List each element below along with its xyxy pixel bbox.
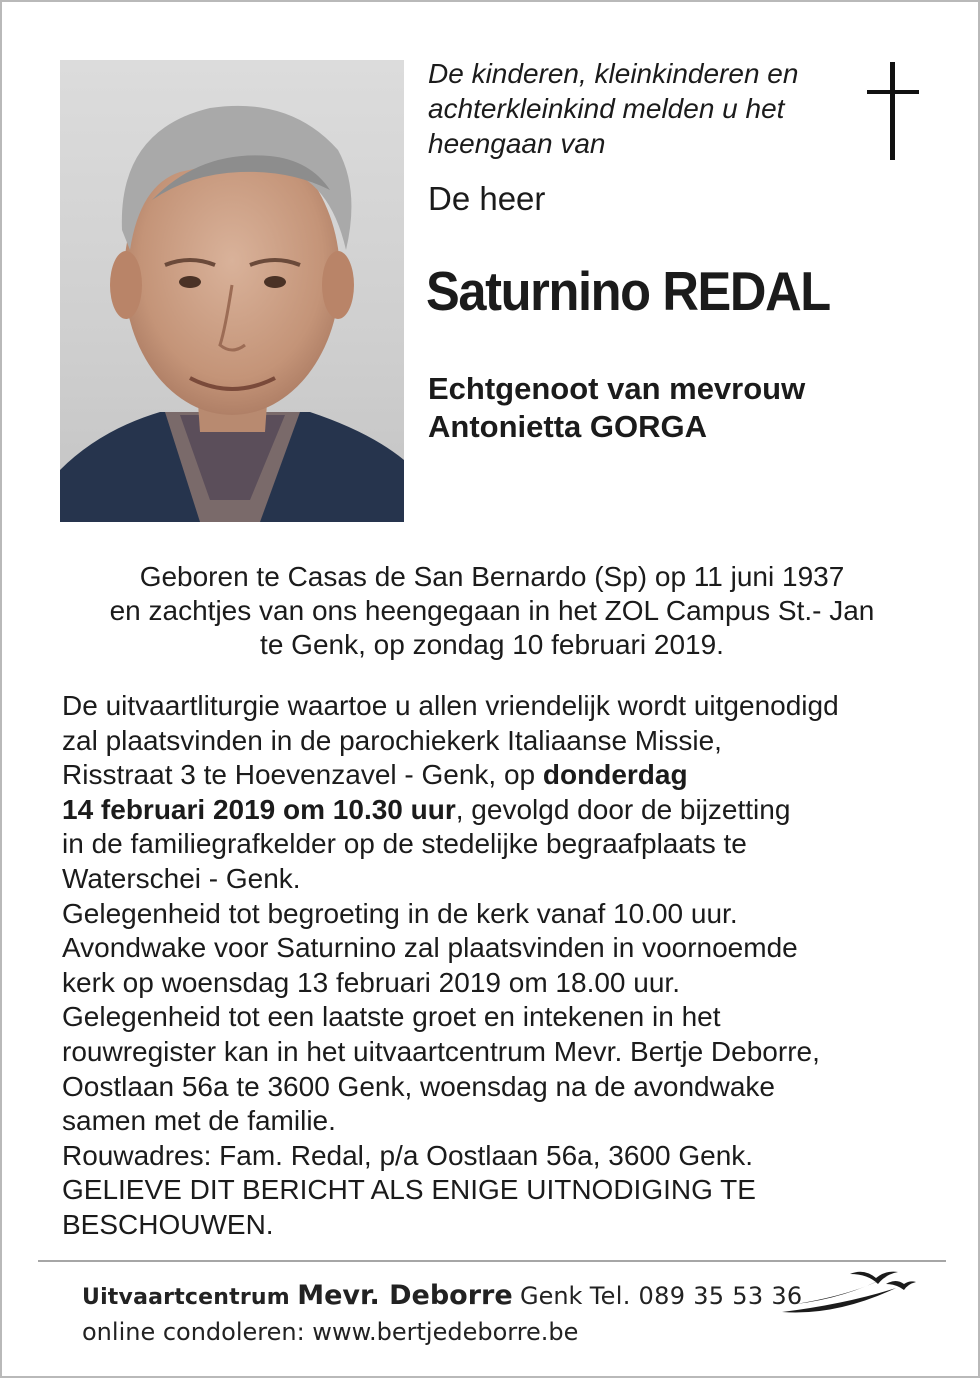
register-line: rouwregister kan in het uitvaartcentrum Mevr. Bertje Deborre, bbox=[62, 1035, 820, 1067]
title-label: De heer bbox=[428, 180, 546, 217]
funeral-datetime: 14 februari 2019 om 10.30 uur bbox=[62, 793, 456, 825]
funeral-line bbox=[62, 758, 942, 793]
funeral-home-brand: Mevr. Deborre bbox=[297, 1280, 513, 1311]
spouse-line: Echtgenoot van mevrouw bbox=[428, 371, 806, 406]
register-line: Oostlaan 56a te 3600 Genk, woensdag na de avondwake bbox=[62, 1070, 775, 1102]
birth-death-info bbox=[42, 560, 942, 662]
funeral-day: donderdag bbox=[542, 759, 688, 791]
wake-line: Avondwake voor Saturnino zal plaatsvinden in voornoemde bbox=[62, 932, 798, 964]
portrait-photo-icon bbox=[60, 60, 404, 522]
funeral-home-phone: Tel. 089 35 53 36 bbox=[589, 1282, 803, 1310]
cross-icon bbox=[864, 62, 924, 162]
funeral-line: Waterschei - Genk. bbox=[62, 862, 301, 894]
funeral-home-info bbox=[82, 1278, 802, 1316]
intro-line: De kinderen, kleinkinderen en bbox=[428, 58, 799, 89]
intro-line: achterkleinkind melden u het bbox=[428, 93, 785, 124]
address-line: Rouwadres: Fam. Redal, p/a Oostlaan 56a, 3600 Genk. bbox=[62, 1139, 754, 1171]
spouse-line: Antonietta GORGA bbox=[428, 409, 707, 444]
register-line: Gelegenheid tot een laatste groet en intekenen in het bbox=[62, 1001, 721, 1033]
funeral-home-label: Uitvaartcentrum bbox=[82, 1285, 290, 1310]
birth-line: Geboren te Casas de San Bernardo (Sp) op 11 juni 1937 bbox=[139, 561, 845, 592]
wake-line: kerk op woensdag 13 februari 2019 om 18.00 uur. bbox=[62, 966, 680, 998]
online-condolence: online condoleren: www.bertjedeborre.be bbox=[82, 1318, 579, 1346]
notice-line: GELIEVE DIT BERICHT ALS ENIGE UITNODIGING TE bbox=[62, 1174, 756, 1206]
spouse-info bbox=[428, 370, 805, 446]
birds-logo-icon bbox=[776, 1264, 916, 1324]
birth-line: en zachtjes van ons heengegaan in het ZOL Campus St.- Jan bbox=[109, 595, 875, 626]
funeral-line bbox=[62, 793, 942, 828]
footer-divider bbox=[38, 1260, 946, 1262]
greeting-line: Gelegenheid tot begroeting in de kerk vanaf 10.00 uur. bbox=[62, 897, 738, 929]
funeral-line: De uitvaartliturgie waartoe u allen vriendelijk wordt uitgenodigd bbox=[62, 690, 839, 721]
intro-text bbox=[428, 56, 848, 161]
funeral-line: in de familiegrafkelder op de stedelijke begraafplaats te bbox=[62, 828, 747, 860]
funeral-text: , gevolgd door de bijzetting bbox=[455, 793, 791, 825]
register-line: samen met de familie. bbox=[62, 1105, 336, 1137]
deceased-name: Saturnino REDAL bbox=[426, 260, 830, 322]
ceremony-details bbox=[62, 689, 942, 1243]
funeral-line: zal plaatsvinden in de parochiekerk Italiaanse Missie, bbox=[62, 724, 722, 756]
funeral-home-city: Genk bbox=[519, 1282, 583, 1310]
funeral-text: Risstraat 3 te Hoevenzavel - Genk, op bbox=[62, 759, 543, 791]
portrait-photo bbox=[60, 60, 404, 522]
intro-line: heengaan van bbox=[428, 128, 606, 159]
birth-line: te Genk, op zondag 10 februari 2019. bbox=[260, 629, 724, 660]
notice-line: BESCHOUWEN. bbox=[62, 1208, 274, 1240]
